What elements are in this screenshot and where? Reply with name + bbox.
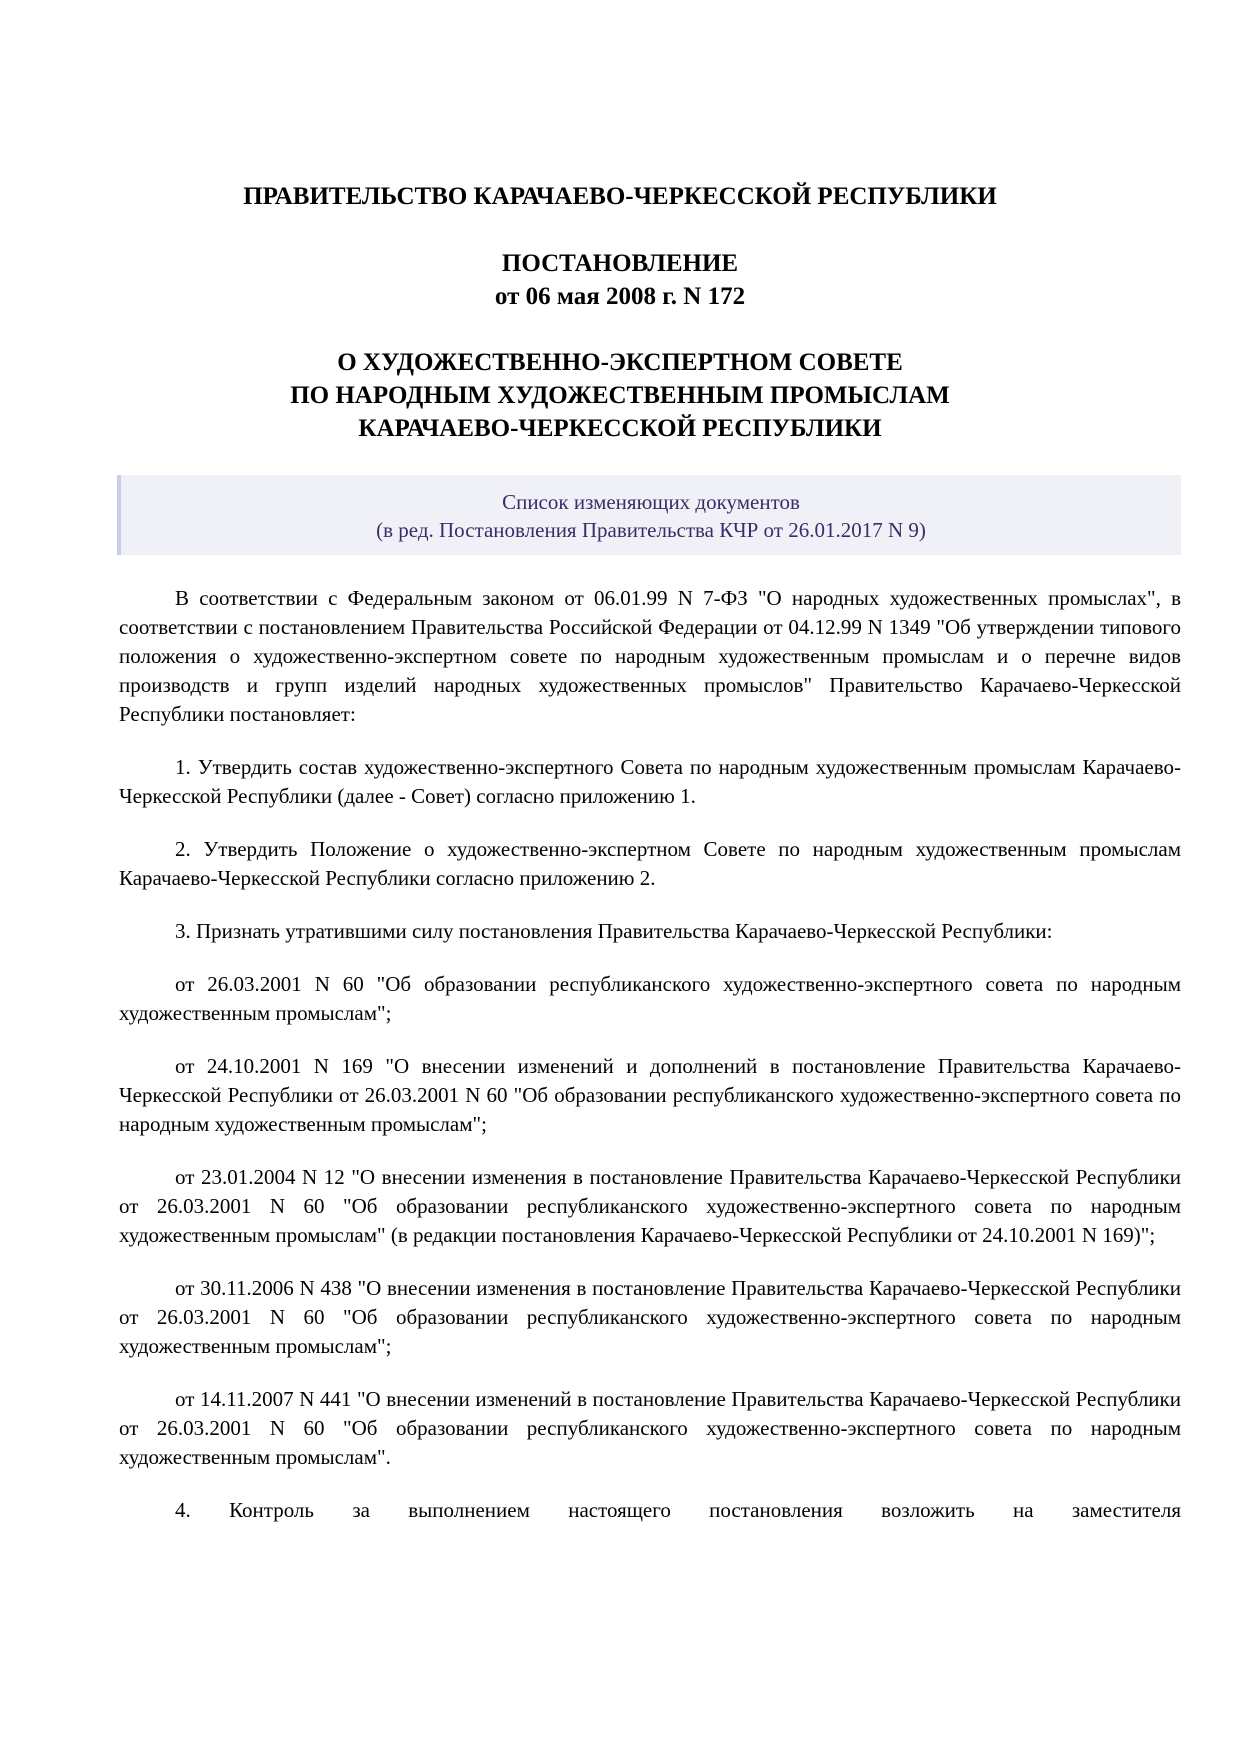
preamble-paragraph: В соответствии с Федеральным законом от 06.01.99 N 7-ФЗ "О народных художественных промыслах", в соответствии с постановлением Правительства Российской Федерации от 04.12.99 N 1349 "Об утверждении типового положения о художественно-экспертном совете по народным художественным промыслам и о перечне видов производств и групп изделий народных художественных промыслов" Правительство Карачаево-Черкесской Республики постановляет: (119, 586, 1181, 726)
repealed-item: от 26.03.2001 N 60 "Об образовании республиканского художественно-экспертного совета по народным художественным промыслам"; (119, 972, 1181, 1025)
clause-1: 1. Утвердить состав художественно-экспертного Совета по народным художественным промыслам Карачаево-Черкесской Республики (далее - Совет) согласно приложению 1. (119, 755, 1181, 808)
title-line: КАРАЧАЕВО-ЧЕРКЕССКОЙ РЕСПУБЛИКИ (358, 415, 882, 442)
document-body (119, 584, 1181, 1549)
clause-2: 2. Утвердить Положение о художественно-экспертном Совете по народным художественным промыслам Карачаево-Черкесской Республики согласно приложению 2. (119, 837, 1181, 890)
repealed-item: от 14.11.2007 N 441 "О внесении изменений в постановление Правительства Карачаево-Черкесской Республики от 26.03.2001 N 60 "Об образовании республиканского художественно-экспертного совета по народным художественным промыслам". (119, 1387, 1181, 1469)
document-type-block (0, 247, 1240, 313)
clause-3: 3. Признать утратившими силу постановления Правительства Карачаево-Черкесской Республики: (175, 919, 1053, 943)
title-line: ПО НАРОДНЫМ ХУДОЖЕСТВЕННЫМ ПРОМЫСЛАМ (290, 382, 950, 409)
document-title (0, 346, 1240, 445)
amendments-box (117, 475, 1181, 555)
document-type: ПОСТАНОВЛЕНИЕ (501, 250, 739, 277)
amendments-title: Список изменяющих документов (502, 490, 800, 514)
title-line: О ХУДОЖЕСТВЕННО-ЭКСПЕРТНОМ СОВЕТЕ (337, 349, 903, 376)
repealed-item: от 30.11.2006 N 438 "О внесении изменения в постановление Правительства Карачаево-Черкесской Республики от 26.03.2001 N 60 "Об образовании республиканского художественно-экспертного совета по народным художественным промыслам"; (119, 1276, 1181, 1358)
document-date-number: от 06 мая 2008 г. N 172 (494, 283, 746, 310)
clause-4: 4. Контроль за выполнением настоящего постановления возложить на заместителя (175, 1498, 1181, 1522)
issuing-authority: ПРАВИТЕЛЬСТВО КАРАЧАЕВО-ЧЕРКЕССКОЙ РЕСПУБЛИКИ (243, 183, 997, 210)
repealed-item: от 23.01.2004 N 12 "О внесении изменения в постановление Правительства Карачаево-Черкесской Республики от 26.03.2001 N 60 "Об образовании республиканского художественно-экспертного совета по народным художественным промыслам" (в редакции постановления Карачаево-Черкесской Республики от 24.10.2001 N 169)"; (119, 1165, 1181, 1247)
amendments-text: (в ред. Постановления Правительства КЧР от 26.01.2017 N 9) (376, 518, 926, 542)
repealed-item: от 24.10.2001 N 169 "О внесении изменений и дополнений в постановление Правительства Карачаево-Черкесской Республики от 26.03.2001 N 60 "Об образовании республиканского художественно-экспертного совета по народным художественным промыслам"; (119, 1054, 1181, 1136)
